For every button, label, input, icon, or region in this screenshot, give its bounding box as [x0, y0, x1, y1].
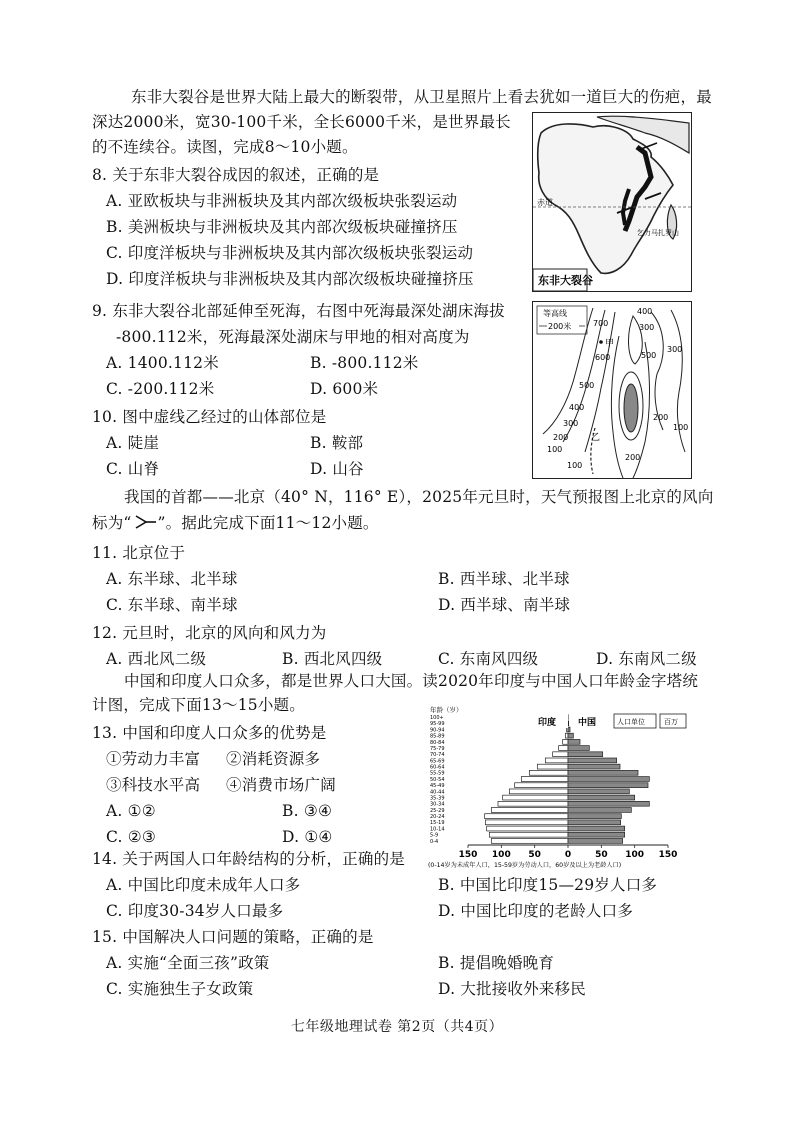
- bar-china-50-54: [568, 777, 649, 782]
- q13-item-3: ③科技水平高: [106, 776, 201, 794]
- bar-india-60-64: [537, 764, 568, 769]
- q8-stem: 8. 关于东非大裂谷成因的叙述，正确的是: [92, 166, 380, 184]
- bar-china-75-79: [568, 746, 589, 751]
- q13-option-c: C. ②③: [106, 828, 156, 846]
- bar-china-0-4: [568, 838, 623, 843]
- contour-label-12: 200: [653, 413, 669, 422]
- q10-option-d: D. 山谷: [310, 460, 364, 478]
- x-tick-label: 0: [564, 850, 572, 860]
- contour-label-5: 500: [641, 351, 657, 360]
- q15-stem: 15. 中国解决人口问题的策略，正确的是: [92, 928, 374, 946]
- contour-8: [611, 336, 623, 478]
- bar-india-5-9: [489, 832, 568, 837]
- bar-china-5-9: [568, 832, 625, 837]
- q12-option-d: D. 东南风二级: [596, 650, 697, 668]
- pyramid-note: (0-14岁为未成年人口，15-59岁为劳动人口，60岁及以上为老龄人口): [428, 862, 622, 869]
- x-tick-label: 100: [625, 850, 645, 860]
- q10-option-b: B. 鞍部: [310, 434, 364, 452]
- contour-label-3: 300: [639, 323, 655, 332]
- contour-map-figure: [532, 301, 692, 479]
- contour-label-9: 300: [563, 419, 579, 428]
- contour-label-11: 100: [547, 445, 563, 454]
- bar-india-75-79: [559, 746, 568, 751]
- q13-option-a: A. ①②: [106, 802, 156, 820]
- bar-india-40-44: [509, 789, 568, 794]
- dead-sea: [624, 384, 638, 432]
- bar-china-55-59: [568, 770, 638, 775]
- q10-stem: 10. 图中虚线乙经过的山体部位是: [92, 408, 327, 426]
- kilimanjaro-label: 乞力马扎罗山: [637, 229, 679, 237]
- bar-china-80-84: [568, 739, 580, 744]
- pyramid-bars: [485, 715, 650, 844]
- q11-option-c: C. 东半球、南半球: [106, 596, 238, 614]
- q15-option-c: C. 实施独生子女政策: [106, 980, 254, 998]
- bar-india-35-39: [503, 795, 568, 800]
- bar-india-80-84: [563, 739, 568, 744]
- x-tick-label: 100: [491, 850, 511, 860]
- contour-legend-unit: 200米: [548, 322, 572, 331]
- intro2-line-1: 我国的首都——北京（40° N，116° E），2025年元旦时，天气预报图上北京的风向: [124, 488, 714, 506]
- q15-option-d: D. 大批接收外来移民: [438, 980, 586, 998]
- age-label-10-14: 10-14: [430, 826, 445, 833]
- age-label-90-94: 90-94: [430, 727, 445, 734]
- bar-india-85-89: [565, 733, 568, 738]
- pyramid-chart: [428, 704, 698, 872]
- q11-stem: 11. 北京位于: [92, 544, 186, 562]
- q9-stem-line-1: 9. 东非大裂谷北部延伸至死海，右图中死海最深处湖床海拔: [92, 302, 505, 320]
- contour-label-7: 500: [579, 381, 595, 390]
- africa-continent: [538, 124, 673, 273]
- age-label-50-54: 50-54: [430, 776, 445, 783]
- bar-india-15-19: [485, 820, 568, 825]
- q12-option-b: B. 西北风四级: [282, 650, 383, 668]
- q13-item-2: ②消耗资源多: [226, 750, 321, 768]
- age-label-15-19: 15-19: [430, 820, 445, 827]
- contour-label-6: 300: [667, 345, 683, 354]
- contour-label-10: 200: [553, 433, 569, 442]
- contour-label-13: 100: [673, 423, 689, 432]
- bar-china-60-64: [568, 764, 620, 769]
- bar-india-65-69: [545, 758, 568, 763]
- intro2-line-2-start: 标为“: [92, 514, 132, 532]
- age-label-55-59: 55-59: [430, 770, 445, 777]
- q11-option-b: B. 西半球、北半球: [438, 570, 570, 588]
- bar-india-10-14: [487, 826, 568, 831]
- bar-china-35-39: [568, 795, 635, 800]
- bar-india-20-24: [485, 814, 568, 819]
- age-label-45-49: 45-49: [430, 783, 445, 790]
- bar-india-25-29: [491, 808, 568, 813]
- q9-option-b: B. -800.112米: [310, 354, 419, 372]
- bar-india-30-34: [498, 801, 568, 806]
- q14-option-c: C. 印度30-34岁人口最多: [106, 902, 284, 920]
- q10-option-a: A. 陡崖: [106, 434, 160, 452]
- bar-china-30-34: [568, 801, 649, 806]
- contour-label-4: 600: [595, 353, 611, 362]
- bar-china-65-69: [568, 758, 617, 763]
- q13-stem: 13. 中国和印度人口众多的优势是: [92, 724, 327, 742]
- age-label-40-44: 40-44: [430, 789, 445, 796]
- population-pyramid: [428, 704, 698, 872]
- bar-china-10-14: [568, 826, 625, 831]
- intro3-line-1: 中国和印度人口众多，都是世界人口大国。读2020年印度与中国人口年龄金字塔统: [124, 672, 699, 690]
- q14-option-d: D. 中国比印度的老龄人口多: [438, 902, 634, 920]
- x-tick-label: 150: [658, 850, 678, 860]
- intro-line-3: 的不连续谷。读图，完成8～10小题。: [92, 138, 358, 156]
- q8-option-b: B. 美洲板块与非洲板块及其内部次级板块碰撞挤压: [106, 218, 458, 236]
- q15-option-a: A. 实施“全面三孩”政策: [106, 954, 270, 972]
- age-label-95-99: 95-99: [430, 721, 445, 728]
- equator-label: 赤道: [537, 198, 553, 207]
- rift-map-figure: [532, 112, 692, 292]
- label-jia: 甲: [605, 339, 615, 349]
- age-label-100+: 100+: [430, 715, 444, 722]
- x-tick-label: 50: [595, 850, 608, 860]
- q12-option-c: C. 东南风四级: [438, 650, 539, 668]
- unit-label: 人口单位: [617, 718, 645, 726]
- q14-stem: 14. 关于两国人口年龄结构的分析，正确的是: [92, 850, 405, 868]
- age-label-25-29: 25-29: [430, 807, 445, 814]
- contour-legend-title: 等高线: [543, 309, 567, 318]
- age-label-70-74: 70-74: [430, 752, 445, 759]
- q13-item-4: ④消费市场广阔: [226, 776, 336, 794]
- x-tick-label: 150: [458, 850, 478, 860]
- q9-option-d: D. 600米: [310, 380, 379, 398]
- age-label-35-39: 35-39: [430, 795, 445, 802]
- q9-stem-line-2: -800.112米，死海最深处湖床与甲地的相对高度为: [116, 328, 470, 346]
- intro-line-1: 东非大裂谷是世界大陆上最大的断裂带，从卫星照片上看去犹如一道巨大的伤疤，最: [131, 88, 712, 106]
- q9-option-c: C. -200.112米: [106, 380, 215, 398]
- q14-option-b: B. 中国比印度15—29岁人口多: [438, 876, 658, 894]
- pyramid-x-ticks: [459, 845, 678, 860]
- q10-option-c: C. 山脊: [106, 460, 160, 478]
- bar-india-55-59: [529, 770, 568, 775]
- contour-label-14: 200: [625, 453, 641, 462]
- bar-china-70-74: [568, 752, 603, 757]
- q8-option-a: A. 亚欧板块与非洲板块及其内部次级板块张裂运动: [106, 192, 458, 210]
- x-tick-label: 50: [528, 850, 541, 860]
- age-label-85-89: 85-89: [430, 733, 445, 740]
- intro2-line-2-end: ”。据此完成下面11～12小题。: [157, 514, 379, 532]
- contour-label-8: 400: [569, 403, 585, 412]
- q13-item-1: ①劳动力丰富: [106, 750, 201, 768]
- bar-china-20-24: [568, 814, 621, 819]
- page-footer: 七年级地理试卷 第2页（共4页）: [290, 1019, 504, 1035]
- q11-option-d: D. 西半球、南半球: [438, 596, 571, 614]
- intro3-line-2: 计图，完成下面13～15小题。: [92, 696, 305, 714]
- label-yi: 乙: [591, 433, 601, 443]
- bar-china-40-44: [568, 789, 629, 794]
- q8-option-c: C. 印度洋板块与非洲板块及其内部次级板块张裂运动: [106, 244, 474, 262]
- age-label-75-79: 75-79: [430, 745, 445, 752]
- map-title: 东非大裂谷: [538, 274, 593, 287]
- bar-india-70-74: [553, 752, 568, 757]
- bar-china-25-29: [568, 808, 631, 813]
- pyramid-age-labels: [430, 715, 445, 845]
- q9-option-a: A. 1400.112米: [106, 354, 219, 372]
- age-label-0-4: 0-4: [430, 838, 439, 845]
- q8-option-d: D. 印度洋板块与非洲板块及其内部次级板块碰撞挤压: [106, 270, 474, 288]
- bar-china-15-19: [568, 820, 621, 825]
- contour-label-2: 700: [593, 319, 609, 328]
- q11-option-a: A. 东半球、北半球: [106, 570, 238, 588]
- age-label-65-69: 65-69: [430, 758, 445, 765]
- point-jia: [599, 340, 603, 344]
- bar-china-85-89: [568, 733, 573, 738]
- intro2-line-2: [92, 512, 379, 534]
- q13-option-d: D. ①④: [282, 828, 333, 846]
- contour-label-15: 100: [567, 461, 583, 470]
- legend-china: 中国: [578, 718, 597, 728]
- bar-china-45-49: [568, 783, 648, 788]
- bar-india-0-4: [491, 838, 568, 843]
- q13-option-b: B. ③④: [282, 802, 333, 820]
- age-label-60-64: 60-64: [430, 764, 445, 771]
- contour-label-1: 400: [637, 307, 653, 316]
- q14-option-a: A. 中国比印度未成年人口多: [106, 876, 301, 894]
- q12-option-a: A. 西北风二级: [106, 650, 207, 668]
- wind-barb-icon: [132, 514, 158, 530]
- unit-value: 百万: [664, 718, 678, 726]
- age-label-5-9: 5-9: [430, 832, 439, 839]
- bar-india-50-54: [521, 777, 568, 782]
- q12-stem: 12. 元旦时，北京的风向和风力为: [92, 624, 327, 642]
- age-label-80-84: 80-84: [430, 739, 445, 746]
- legend-india: 印度: [538, 718, 557, 728]
- bar-china-90-94: [568, 727, 570, 732]
- q15-option-b: B. 提倡晚婚晚育: [438, 954, 555, 972]
- bar-china-95-99: [568, 721, 569, 726]
- age-label-20-24: 20-24: [430, 814, 445, 821]
- pyramid-ylabel: 年龄（岁）: [430, 706, 463, 714]
- rift-map: [533, 113, 691, 291]
- bar-india-45-49: [515, 783, 568, 788]
- intro-line-2: 深达2000米，宽30-100千米，全长6000千米，是世界最长: [92, 113, 511, 131]
- age-label-30-34: 30-34: [430, 801, 445, 808]
- contour-map: [533, 302, 691, 478]
